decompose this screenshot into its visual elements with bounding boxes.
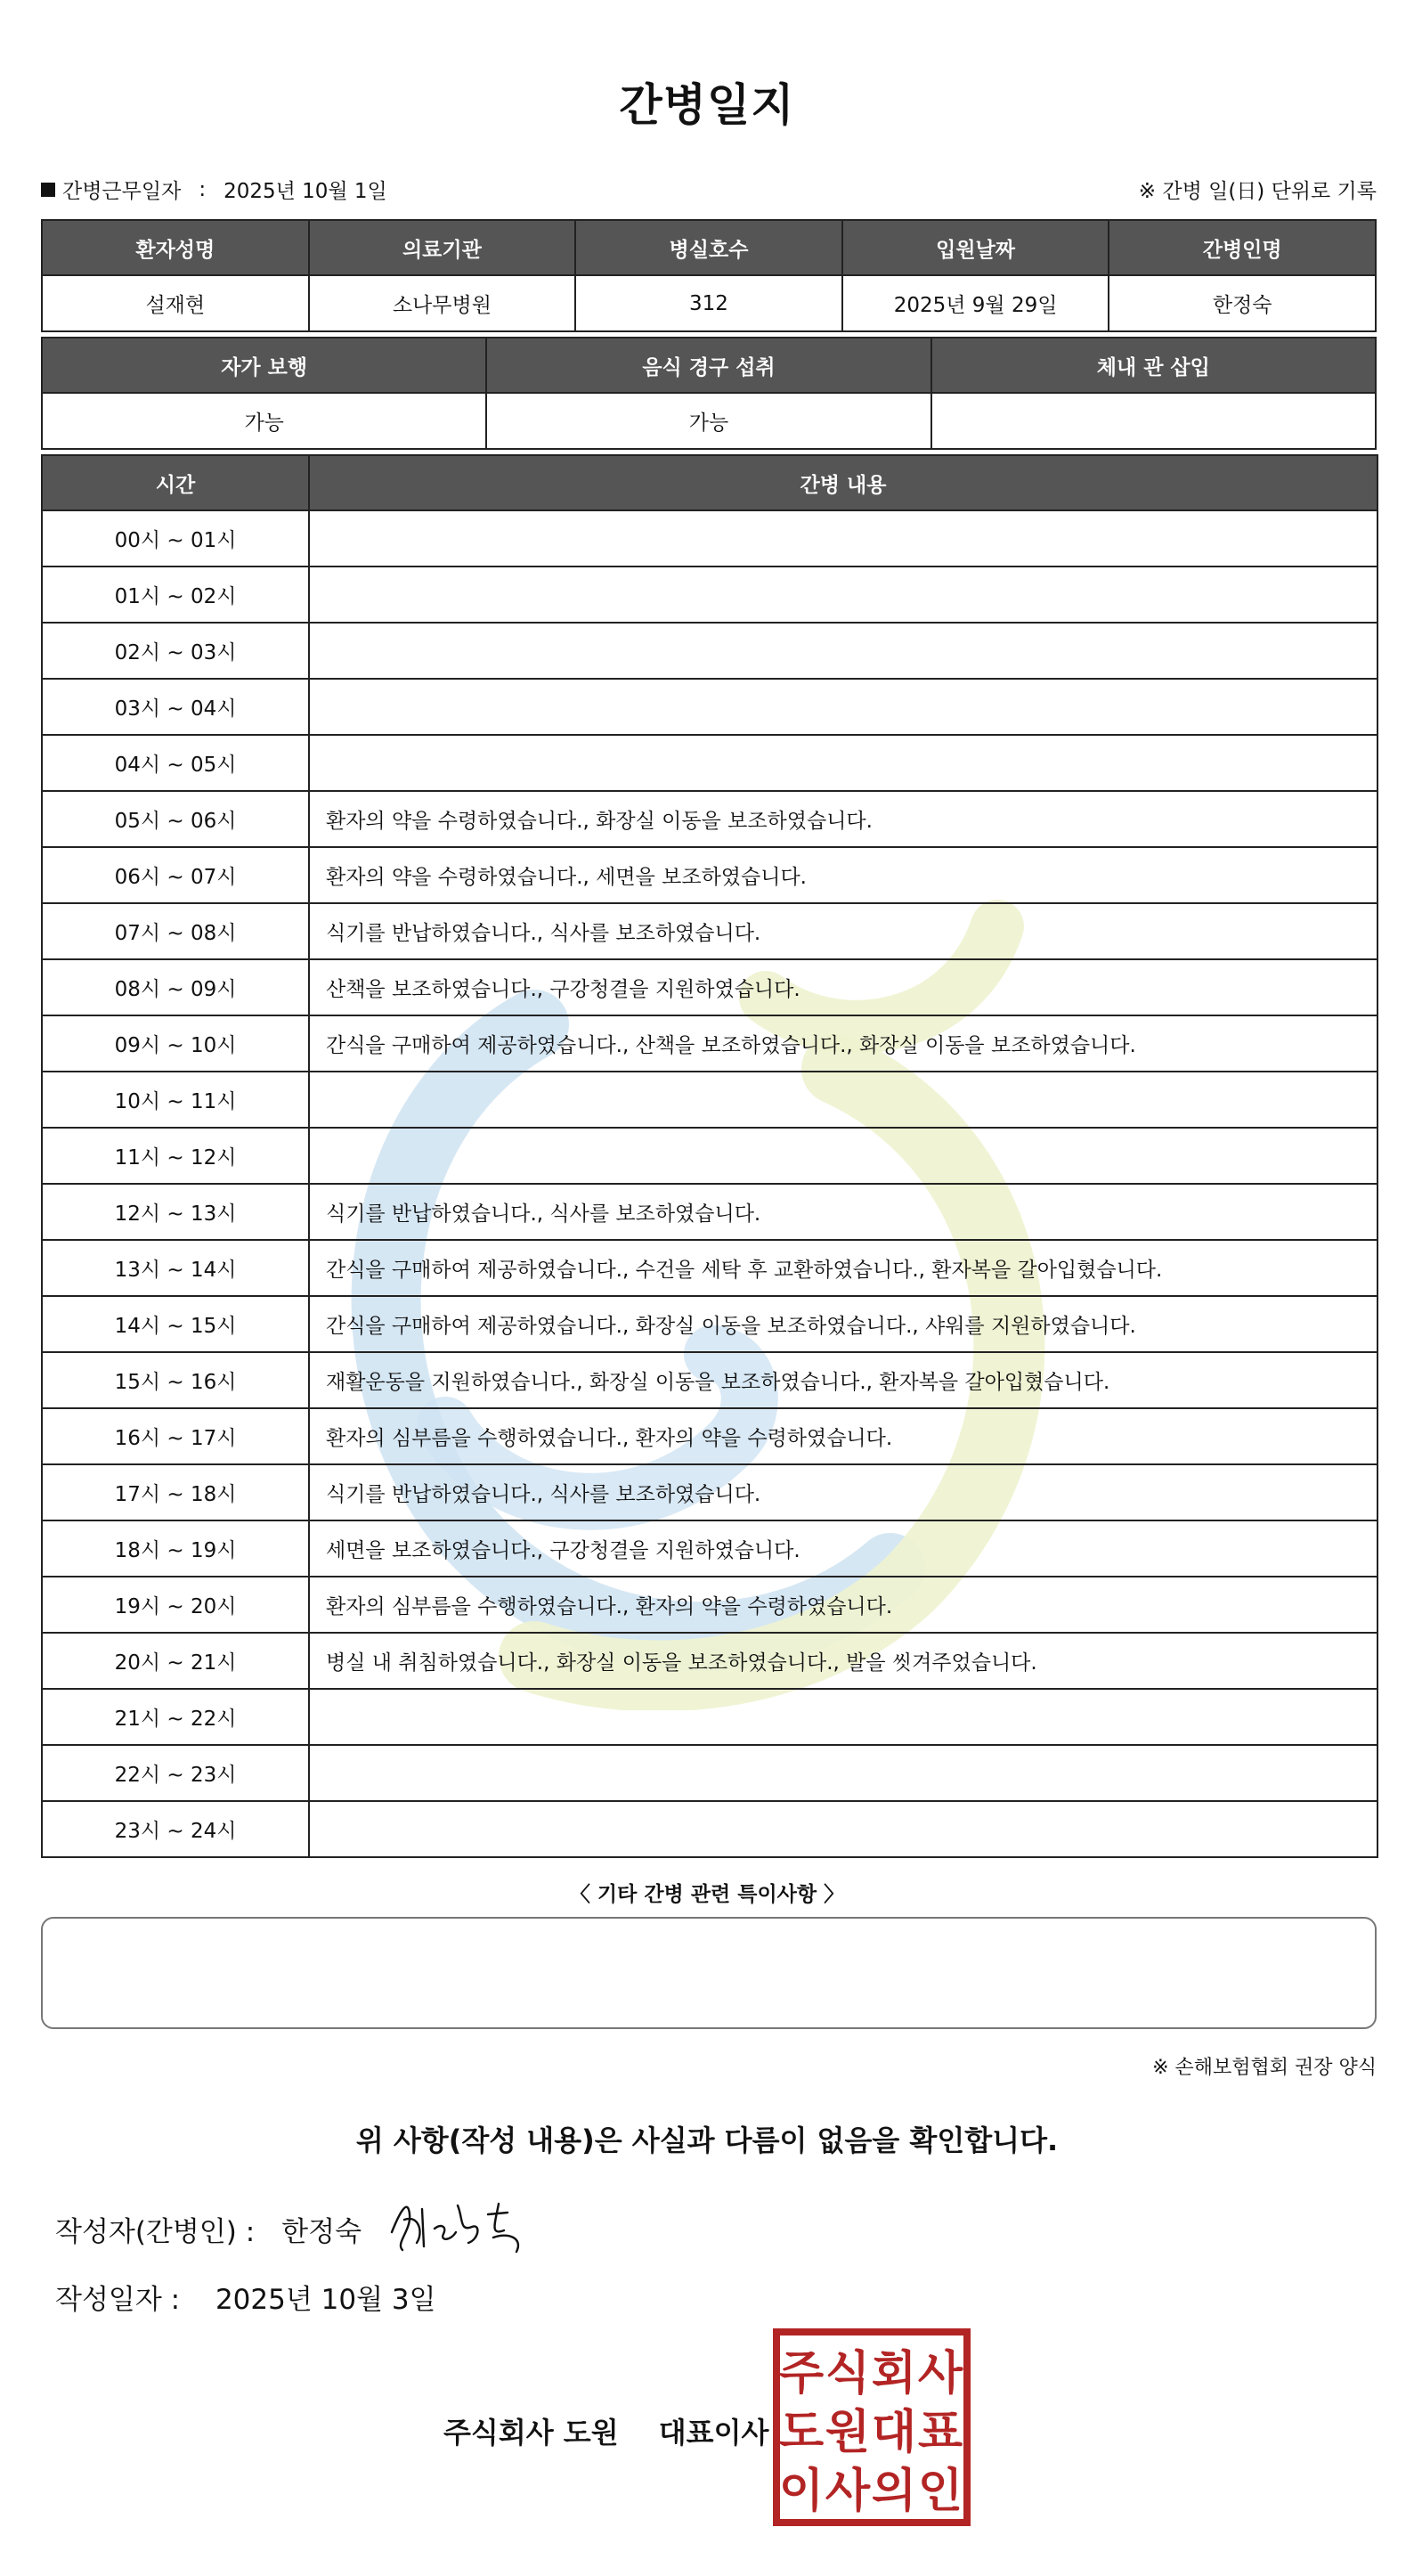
log-row [42, 1296, 1377, 1352]
status-value-row [42, 393, 1376, 449]
company-signature-line [443, 2410, 768, 2451]
log-time: 19시 ~ 20시 [42, 1577, 309, 1633]
header-caregiver-name: 간병인명 [1109, 220, 1376, 275]
log-row [42, 567, 1377, 623]
log-time: 02시 ~ 03시 [42, 623, 309, 679]
header-tube-insertion: 체내 관 삽입 [931, 338, 1376, 393]
log-content [309, 1745, 1377, 1801]
patient-status-table [41, 337, 1377, 450]
log-row [42, 847, 1377, 903]
log-content: 세면을 보조하였습니다., 구강청결을 지원하였습니다. [309, 1520, 1377, 1577]
header-patient-name: 환자성명 [42, 220, 309, 275]
log-row [42, 959, 1377, 1015]
log-row [42, 791, 1377, 847]
seal-character: 인 [917, 2465, 963, 2518]
log-row [42, 1352, 1377, 1408]
work-date-value: 2025년 10월 1일 [223, 180, 387, 203]
log-row [42, 679, 1377, 735]
log-content: 식기를 반납하였습니다., 식사를 보조하였습니다. [309, 903, 1377, 959]
writer-line [55, 2209, 362, 2249]
written-date-value: 2025년 10월 3일 [215, 2284, 436, 2316]
oral-intake-value: 가능 [486, 393, 930, 449]
meta-row [41, 175, 1377, 210]
log-row [42, 1184, 1377, 1240]
log-time: 06시 ~ 07시 [42, 847, 309, 903]
log-content: 재활운동을 지원하였습니다., 화장실 이동을 보조하였습니다., 환자복을 갈아입혔습니다. [309, 1352, 1377, 1408]
remarks-box [41, 1917, 1377, 2029]
company-name: 주식회사 도원 [443, 2416, 619, 2450]
log-content: 간식을 구매하여 제공하였습니다., 산책을 보조하였습니다., 화장실 이동을 보조하였습니다. [309, 1015, 1377, 1072]
log-time: 12시 ~ 13시 [42, 1184, 309, 1240]
header-room: 병실호수 [575, 220, 842, 275]
log-time: 04시 ~ 05시 [42, 735, 309, 791]
handwritten-signature [383, 2188, 552, 2259]
seal-character: 식 [825, 2347, 871, 2401]
room-number: 312 [575, 275, 842, 331]
seal-character: 도 [778, 2406, 825, 2459]
log-time: 01시 ~ 02시 [42, 567, 309, 623]
log-content: 병실 내 취침하였습니다., 화장실 이동을 보조하였습니다., 발을 씻겨주었습니다. [309, 1633, 1377, 1689]
log-time: 13시 ~ 14시 [42, 1240, 309, 1296]
company-role: 대표이사 [658, 2416, 769, 2450]
log-row [42, 1464, 1377, 1520]
log-row [42, 623, 1377, 679]
log-content [309, 1801, 1377, 1857]
log-row [42, 1689, 1377, 1745]
document-title: 간병일지 [619, 79, 795, 131]
written-date-label: 작성일자 : [55, 2284, 181, 2316]
log-row [42, 1072, 1377, 1128]
log-time: 18시 ~ 19시 [42, 1520, 309, 1577]
remarks-title: 〈 기타 간병 관련 특이사항 〉 [569, 1883, 845, 1906]
seal-character: 사 [825, 2465, 871, 2518]
writer-name: 한정숙 [281, 2216, 362, 2248]
log-time: 07시 ~ 08시 [42, 903, 309, 959]
log-time: 21시 ~ 22시 [42, 1689, 309, 1745]
caregiver-name: 한정숙 [1109, 275, 1376, 331]
log-content: 환자의 약을 수령하였습니다., 세면을 보조하였습니다. [309, 847, 1377, 903]
log-time: 17시 ~ 18시 [42, 1464, 309, 1520]
patient-header-row [42, 220, 1376, 275]
log-row [42, 1408, 1377, 1464]
log-content: 환자의 심부름을 수행하였습니다., 환자의 약을 수령하였습니다. [309, 1577, 1377, 1633]
log-content [309, 623, 1377, 679]
tube-insertion-value [931, 393, 1376, 449]
log-time: 14시 ~ 15시 [42, 1296, 309, 1352]
header-self-walking: 자가 보행 [42, 338, 486, 393]
patient-info-table [41, 219, 1377, 332]
log-row [42, 1240, 1377, 1296]
work-date-label: 간병근무일자 [62, 180, 182, 203]
log-time: 09시 ~ 10시 [42, 1015, 309, 1072]
log-content: 식기를 반납하였습니다., 식사를 보조하였습니다. [309, 1464, 1377, 1520]
log-row [42, 510, 1377, 567]
seal-character: 사 [917, 2347, 963, 2401]
seal-character: 회 [871, 2347, 917, 2401]
log-row [42, 1577, 1377, 1633]
header-admission-date: 입원날짜 [842, 220, 1109, 275]
form-note: ※ 손해보험협회 권장 양식 [1152, 2057, 1377, 2079]
patient-name: 설재현 [42, 275, 309, 331]
confirmation-statement: 위 사항(작성 내용)은 사실과 다름이 없음을 확인합니다. [355, 2124, 1059, 2157]
writer-label: 작성자(간병인) : [55, 2216, 256, 2248]
seal-character: 원 [825, 2406, 871, 2459]
seal-character: 이 [778, 2465, 825, 2518]
log-content: 환자의 약을 수령하였습니다., 화장실 이동을 보조하였습니다. [309, 791, 1377, 847]
log-content: 간식을 구매하여 제공하였습니다., 수건을 세탁 후 교환하였습니다., 환자복을 갈아입혔습니다. [309, 1240, 1377, 1296]
hospital-name: 소나무병원 [309, 275, 576, 331]
seal-character: 주 [778, 2347, 825, 2401]
log-content: 환자의 심부름을 수행하였습니다., 환자의 약을 수령하였습니다. [309, 1408, 1377, 1464]
admission-date: 2025년 9월 29일 [842, 275, 1109, 331]
log-time: 15시 ~ 16시 [42, 1352, 309, 1408]
status-header-row [42, 338, 1376, 393]
log-time: 08시 ~ 09시 [42, 959, 309, 1015]
log-row [42, 1745, 1377, 1801]
log-time: 10시 ~ 11시 [42, 1072, 309, 1128]
header-time: 시간 [42, 455, 309, 510]
log-time: 05시 ~ 06시 [42, 791, 309, 847]
log-content [309, 735, 1377, 791]
patient-value-row [42, 275, 1376, 331]
unit-note: ※ 간병 일(日) 단위로 기록 [1138, 180, 1377, 203]
hourly-care-log-table [41, 454, 1378, 1858]
header-care-content: 간병 내용 [309, 455, 1377, 510]
log-row [42, 1128, 1377, 1184]
log-header-row [42, 455, 1377, 510]
self-walking-value: 가능 [42, 393, 486, 449]
log-time: 00시 ~ 01시 [42, 510, 309, 567]
log-row [42, 903, 1377, 959]
colon: : [199, 177, 207, 201]
header-oral-intake: 음식 경구 섭취 [486, 338, 930, 393]
work-date-row [41, 175, 387, 204]
log-content [309, 510, 1377, 567]
seal-character: 표 [917, 2406, 963, 2459]
log-content [309, 1689, 1377, 1745]
log-content: 간식을 구매하여 제공하였습니다., 화장실 이동을 보조하였습니다., 샤워를 지원하였습니다. [309, 1296, 1377, 1352]
log-content: 산책을 보조하였습니다., 구강청결을 지원하였습니다. [309, 959, 1377, 1015]
log-row [42, 1801, 1377, 1857]
log-row [42, 735, 1377, 791]
log-content [309, 1128, 1377, 1184]
log-content [309, 567, 1377, 623]
log-time: 16시 ~ 17시 [42, 1408, 309, 1464]
log-time: 22시 ~ 23시 [42, 1745, 309, 1801]
log-content: 식기를 반납하였습니다., 식사를 보조하였습니다. [309, 1184, 1377, 1240]
seal-character: 대 [871, 2406, 917, 2459]
log-content [309, 679, 1377, 735]
log-row [42, 1633, 1377, 1689]
log-time: 20시 ~ 21시 [42, 1633, 309, 1689]
log-row [42, 1520, 1377, 1577]
log-time: 03시 ~ 04시 [42, 679, 309, 735]
square-bullet-icon [41, 183, 55, 197]
log-body [42, 510, 1377, 1857]
company-seal [771, 2327, 972, 2528]
seal-character: 의 [871, 2465, 917, 2518]
written-date-line [55, 2277, 436, 2317]
log-row [42, 1015, 1377, 1072]
log-content [309, 1072, 1377, 1128]
header-hospital: 의료기관 [309, 220, 576, 275]
log-time: 11시 ~ 12시 [42, 1128, 309, 1184]
log-time: 23시 ~ 24시 [42, 1801, 309, 1857]
